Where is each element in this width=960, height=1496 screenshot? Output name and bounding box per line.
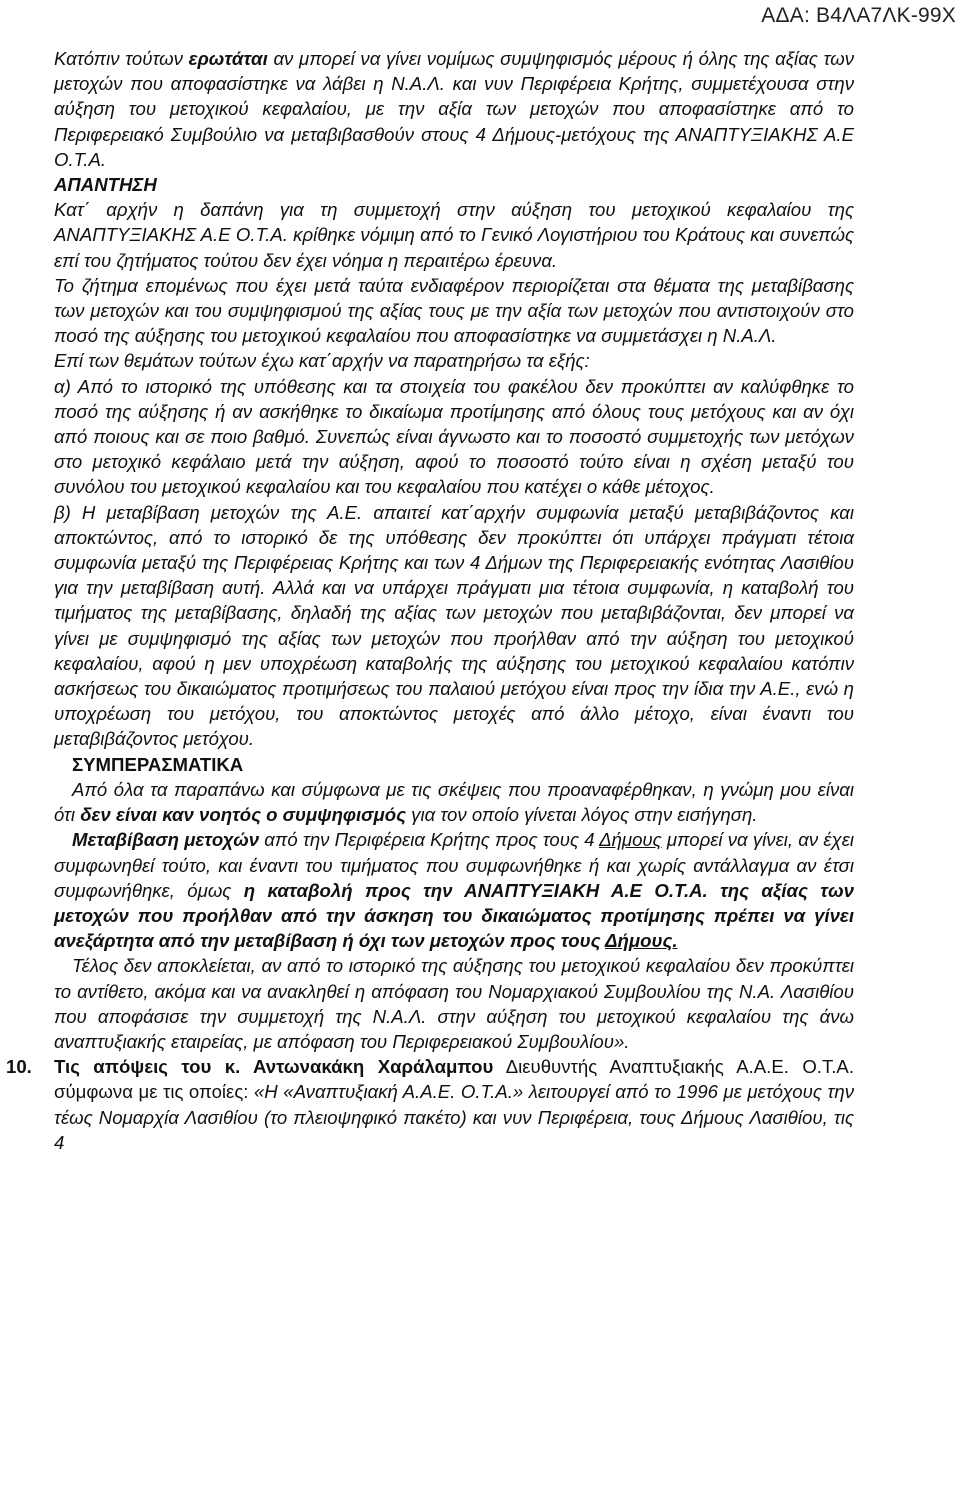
question-keyword: ερωτάται	[188, 48, 268, 69]
conclusion-2-text: από την Περιφέρεια Κρήτης προς τους 4	[259, 829, 600, 851]
conclusion-2-lead: Μεταβίβαση μετοχών	[72, 829, 260, 851]
answer-paragraph-2: Το ζήτημα επομένως που έχει μετά ταύτα ενδιαφέρον περιορίζεται στα θέματα της μεταβίβασης των μετοχών και του συμψηφισμού της αξίας τους με την αξία των μετοχών που αντιστοιχούν στο ποσό της αύξησης του μετοχικού κεφαλαίου που αποφασίστηκε να συμμετάσχει η Ν.Α.Λ.	[54, 274, 854, 347]
conclusion-2-emphasis: η καταβολή προς την ΑΝΑΠΤΥΞΙΑΚΗ Α.Ε Ο.Τ.Α. της αξίας των μετοχών που προήλθαν από την άσκηση του δικαιώματος προτίμησης πρέπει να γίνει ανεξάρτητα από την μεταβίβαση ή όχι των μετοχών προς τους	[54, 879, 854, 952]
conclusion-1-text: Από όλα τα παραπάνω και σύμφωνα με τις σκέψεις που προαναφέρθηκαν, η γνώμη μου είναι ότι	[54, 778, 854, 826]
answer-heading: ΑΠΑΝΤΗΣΗ	[54, 174, 157, 196]
item-10-number: 10.	[6, 1056, 32, 1078]
point-b-text-continued: Αλλά και να υπάρχει πράγματι μια τέτοια συμφωνία, η καταβολή του τιμήματος της μεταβίβασης, δηλαδή της αξίας των μετοχών που μεταβιβάζονται, δεν μπορεί να γίνει με συμψηφισμό της αξίας των μετοχών που προήλθαν από την αύξηση του μετοχικού κεφαλαίου, αφού η μεν υποχρέωση καταβολής της αύξησης του μετοχικού κεφαλαίου κατόπιν ασκήσεως του δικαιώματος προτιμήσεως του παλαιού μετόχου είναι προς την ίδια την Α.Ε., ενώ η υποχρέωση του μετόχου, του αποκτώντος μετοχές από άλλο μέτοχο, είναι έναντι του μεταβιβάζοντος μετόχου.	[54, 577, 855, 750]
point-a-text-continued: Συνεπώς είναι άγνωστο και το ποσοστό συμμετοχής των μετόχων στο μετοχικό κεφάλαιο μετά την αύξηση, αφού το ποσοστό τούτο είναι η σχέση μεταξύ του συνόλου του μετοχικού κεφαλαίου και του κεφαλαίου που κατέχει ο κάθε μέτοχος.	[54, 426, 854, 498]
question-text-intro: Κατόπιν τούτων	[54, 48, 189, 69]
conclusion-paragraph-3: Τέλος δεν αποκλείεται, αν από το ιστορικό της αύξησης του μετοχικού κεφαλαίου δεν προκύπτει το αντίθετο, ακόμα και να ανακληθεί η απόφαση του Νομαρχιακού Συμβουλίου της Ν.Α. Λασιθίου που αποφάσισε την συμμετοχή της Ν.Α.Λ. στην αύξηση του μετοχικού κεφαλαίου της άνω αναπτυξιακής εταιρείας, με απόφαση του Περιφερειακού Συμβουλίου».	[54, 955, 854, 1052]
conclusion-paragraph-2	[54, 827, 854, 953]
question-text: αν μπορεί να γίνει νομίμως συμψηφισμός μέρους ή όλης της αξίας των μετοχών που αποφασίστηκε να λάβει η Ν.Α.Λ. και νυν Περιφέρεια Κρήτης, συμμετέχουσα στην αύξηση του μετοχικού κεφαλαίου, με την αξία των μετοχών που αποφασίστηκε από το Περιφερειακό Συμβούλιο να μεταβιβασθούν στους 4 Δήμους-μετόχους της ΑΝΑΠΤΥΞΙΑΚΗΣ Α.Ε Ο.Τ.Α.	[54, 48, 854, 170]
document-body	[6, 46, 855, 1155]
document-id-header: ΑΔΑ: Β4ΛΑ7ΛΚ-99Χ	[761, 4, 956, 27]
conclusion-2-underlined: Δήμους	[599, 829, 662, 851]
point-a-paragraph	[54, 374, 854, 500]
point-a-text: α) Από το ιστορικό της υπόθεσης και τα στοιχεία του φακέλου δεν προκύπτει αν καλύφθηκε το ποσό της αύξησης ή αν ασκήθηκε το δικαίωμα προτίμησης από όλους τους μετόχους και αν όχι από ποιους και σε ποιο βαθμό.	[54, 375, 854, 448]
conclusion-1-emphasis: δεν είναι καν νοητός ο συμψηφισμός	[80, 804, 406, 826]
point-b-paragraph	[54, 500, 854, 752]
conclusions-heading: ΣΥΜΠΕΡΑΣΜΑΤΙΚΑ	[72, 753, 244, 775]
conclusion-1-text-end: για τον οποίο γίνεται λόγος στην εισήγηση.	[406, 804, 758, 826]
conclusion-2-text-mid: μπορεί να γίνει, αν έχει συμφωνηθεί τούτο, και έναντι του τιμήματος που συμφωνήθηκε ή και χωρίς αντάλλαγμα αν έτσι συμφωνήθηκε, όμως	[54, 829, 854, 901]
item-10-lead: Τις απόψεις του κ. Αντωνακάκη Χαράλαμπου	[54, 1056, 494, 1078]
conclusion-paragraph-1	[54, 777, 854, 827]
item-10-paragraph	[6, 1054, 855, 1155]
question-paragraph	[54, 46, 854, 172]
point-b-text: β) Η μεταβίβαση μετοχών της Α.Ε. απαιτεί κατ΄αρχήν συμφωνία μεταξύ μεταβιβάζοντος και αποκτώντος, από το ιστορικό δε της υπόθεσης δεν προκύπτει ότι υπάρχει πράγματι τέτοια συμφωνία μεταξύ της Περιφέρειας Κρήτης και των 4 Δήμων της Περιφερειακής ενότητας Λασιθίου για την μεταβίβαση αυτή.	[54, 501, 854, 599]
conclusion-2-emphasis-end: Δήμους.	[605, 930, 678, 952]
item-10-quote: «Η «Αναπτυξιακή Α.Α.Ε. Ο.Τ.Α.» λειτουργεί από το 1996 με μετόχους την τέως Νομαρχία Λασιθίου (το πλειοψηφικό πακέτο) και νυν Περιφέρεια, τους Δήμους Λασιθίου, τις 4	[54, 1081, 854, 1153]
answer-paragraph-1: Κατ΄ αρχήν η δαπάνη για τη συμμετοχή στην αύξηση του μετοχικού κεφαλαίου της ΑΝΑΠΤΥΞΙΑΚΗΣ Α.Ε Ο.Τ.Α. κρίθηκε νόμιμη από το Γενικό Λογιστήριου του Κράτους και συνεπώς επί του ζητήματος τούτου δεν έχει νόημα η περαιτέρω έρευνα.	[54, 199, 854, 271]
answer-paragraph-3: Επί των θεμάτων τούτων έχω κατ΄αρχήν να παρατηρήσω τα εξής:	[54, 350, 590, 372]
item-10-text: Διευθυντής Αναπτυξιακής Α.Α.Ε. Ο.Τ.Α. σύμφωνα με τις οποίες:	[54, 1056, 855, 1103]
